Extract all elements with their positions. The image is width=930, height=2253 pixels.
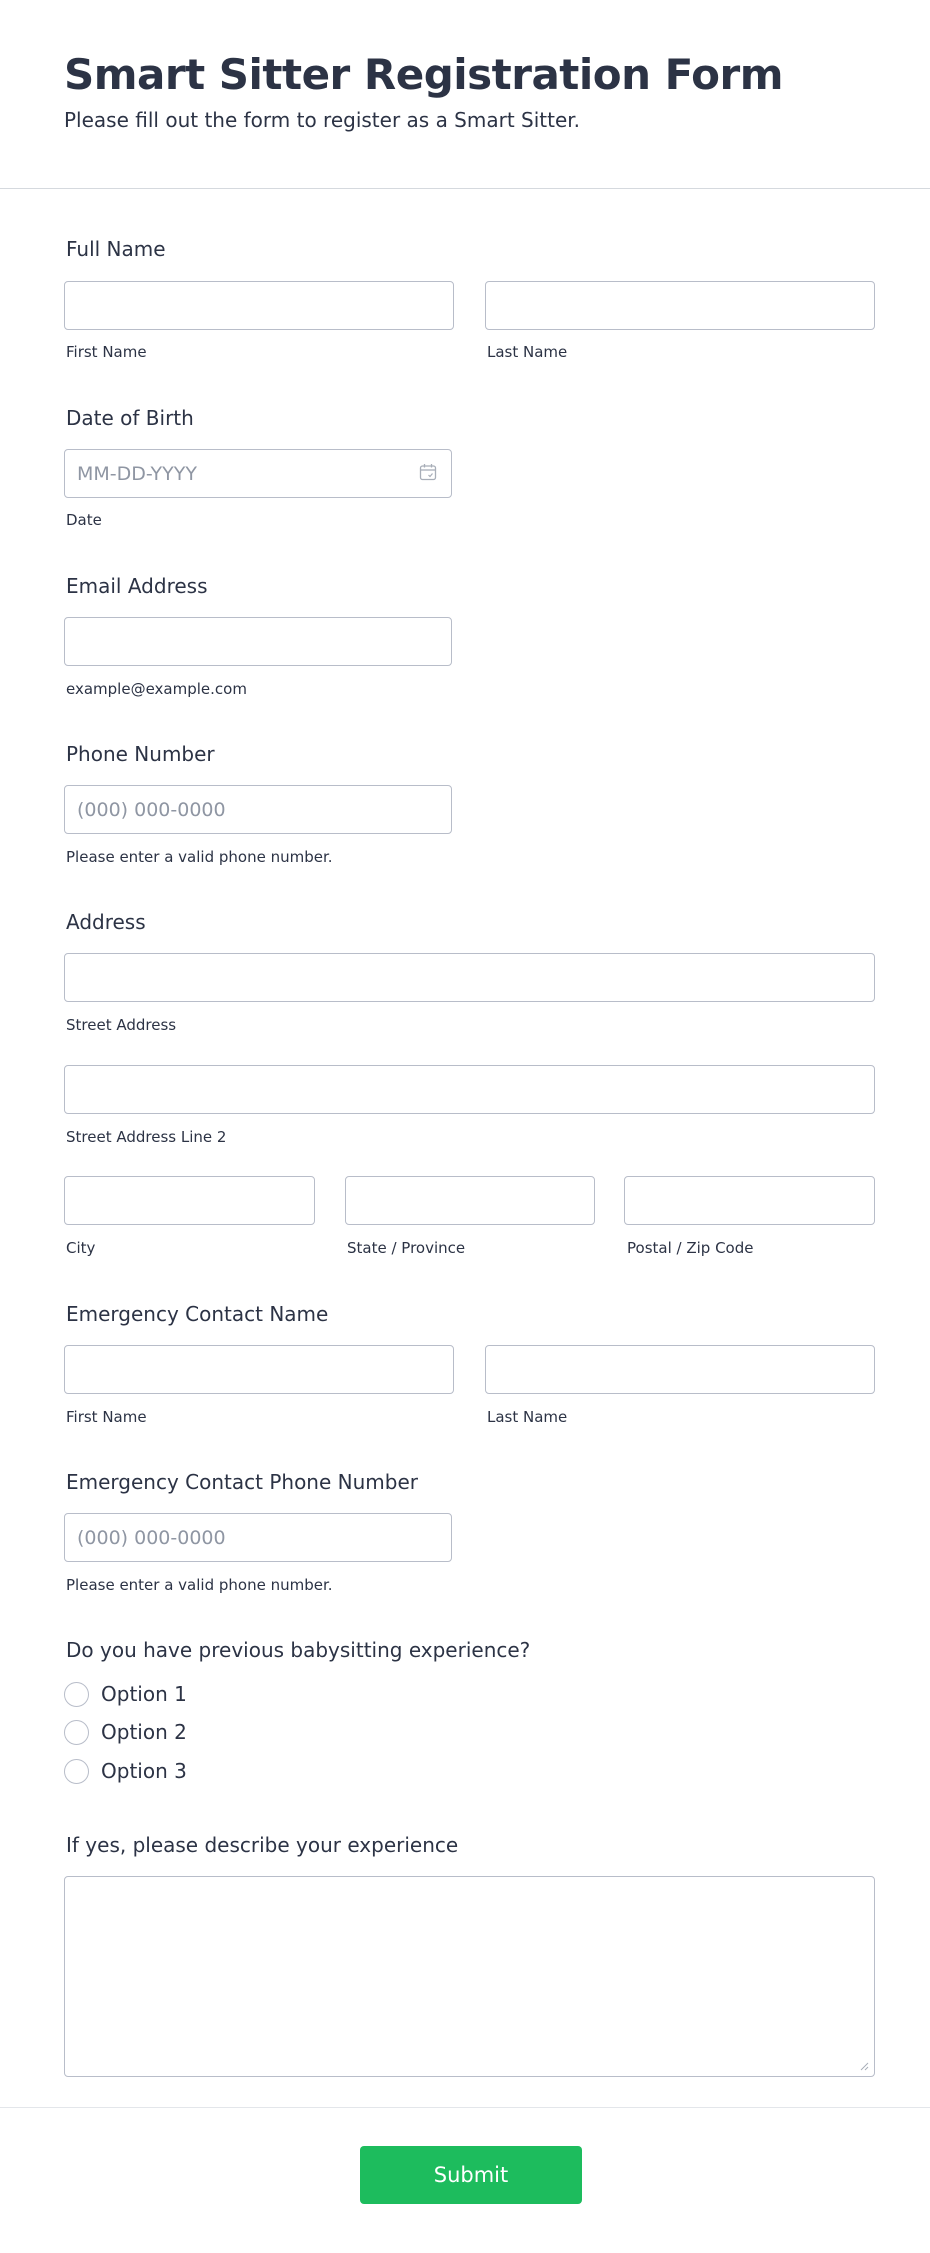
radio-button[interactable] (64, 1682, 89, 1707)
street-address-input[interactable] (64, 953, 875, 1002)
submit-button[interactable]: Submit (360, 2146, 582, 2204)
emergency-first-name-input[interactable] (64, 1345, 454, 1394)
form-header (0, 0, 930, 189)
radio-label: Option 2 (101, 1720, 187, 1744)
radio-label: Option 3 (101, 1759, 187, 1783)
date-of-birth-input[interactable] (64, 449, 452, 498)
first-name-input[interactable] (64, 281, 454, 330)
full-name-label: Full Name (66, 237, 166, 261)
emergency-last-name-input[interactable] (485, 1345, 875, 1394)
city-input[interactable] (64, 1176, 315, 1225)
emergency-phone-input[interactable] (64, 1513, 452, 1562)
calendar-icon[interactable] (419, 463, 437, 481)
state-input[interactable] (345, 1176, 595, 1225)
postal-code-sublabel: Postal / Zip Code (627, 1239, 754, 1257)
street-address-line2-sublabel: Street Address Line 2 (66, 1128, 227, 1146)
experience-question-label: Do you have previous babysitting experience? (66, 1638, 531, 1662)
emergency-contact-name-label: Emergency Contact Name (66, 1302, 329, 1326)
resize-handle-icon[interactable] (859, 2061, 869, 2071)
date-sublabel: Date (66, 511, 102, 529)
city-sublabel: City (66, 1239, 96, 1257)
email-label: Email Address (66, 574, 208, 598)
radio-button[interactable] (64, 1759, 89, 1784)
emergency-phone-sublabel: Please enter a valid phone number. (66, 1576, 333, 1594)
describe-experience-textarea[interactable] (64, 1876, 875, 2077)
phone-sublabel: Please enter a valid phone number. (66, 848, 333, 866)
street-address-line2-input[interactable] (64, 1065, 875, 1114)
phone-label: Phone Number (66, 742, 215, 766)
radio-button[interactable] (64, 1720, 89, 1745)
form-subtitle: Please fill out the form to register as a Smart Sitter. (64, 108, 581, 132)
postal-code-input[interactable] (624, 1176, 875, 1225)
first-name-sublabel: First Name (66, 343, 147, 361)
form-title: Smart Sitter Registration Form (64, 50, 783, 99)
radio-label: Option 1 (101, 1682, 187, 1706)
email-input[interactable] (64, 617, 452, 666)
street-address-sublabel: Street Address (66, 1016, 177, 1034)
emergency-first-name-sublabel: First Name (66, 1408, 147, 1426)
footer-divider (0, 2107, 930, 2108)
emergency-phone-label: Emergency Contact Phone Number (66, 1470, 418, 1494)
emergency-last-name-sublabel: Last Name (487, 1408, 568, 1426)
state-sublabel: State / Province (347, 1239, 466, 1257)
describe-experience-label: If yes, please describe your experience (66, 1833, 459, 1857)
last-name-sublabel: Last Name (487, 343, 568, 361)
address-label: Address (66, 910, 146, 934)
email-sublabel: example@example.com (66, 680, 247, 698)
date-of-birth-label: Date of Birth (66, 406, 194, 430)
phone-input[interactable] (64, 785, 452, 834)
last-name-input[interactable] (485, 281, 875, 330)
